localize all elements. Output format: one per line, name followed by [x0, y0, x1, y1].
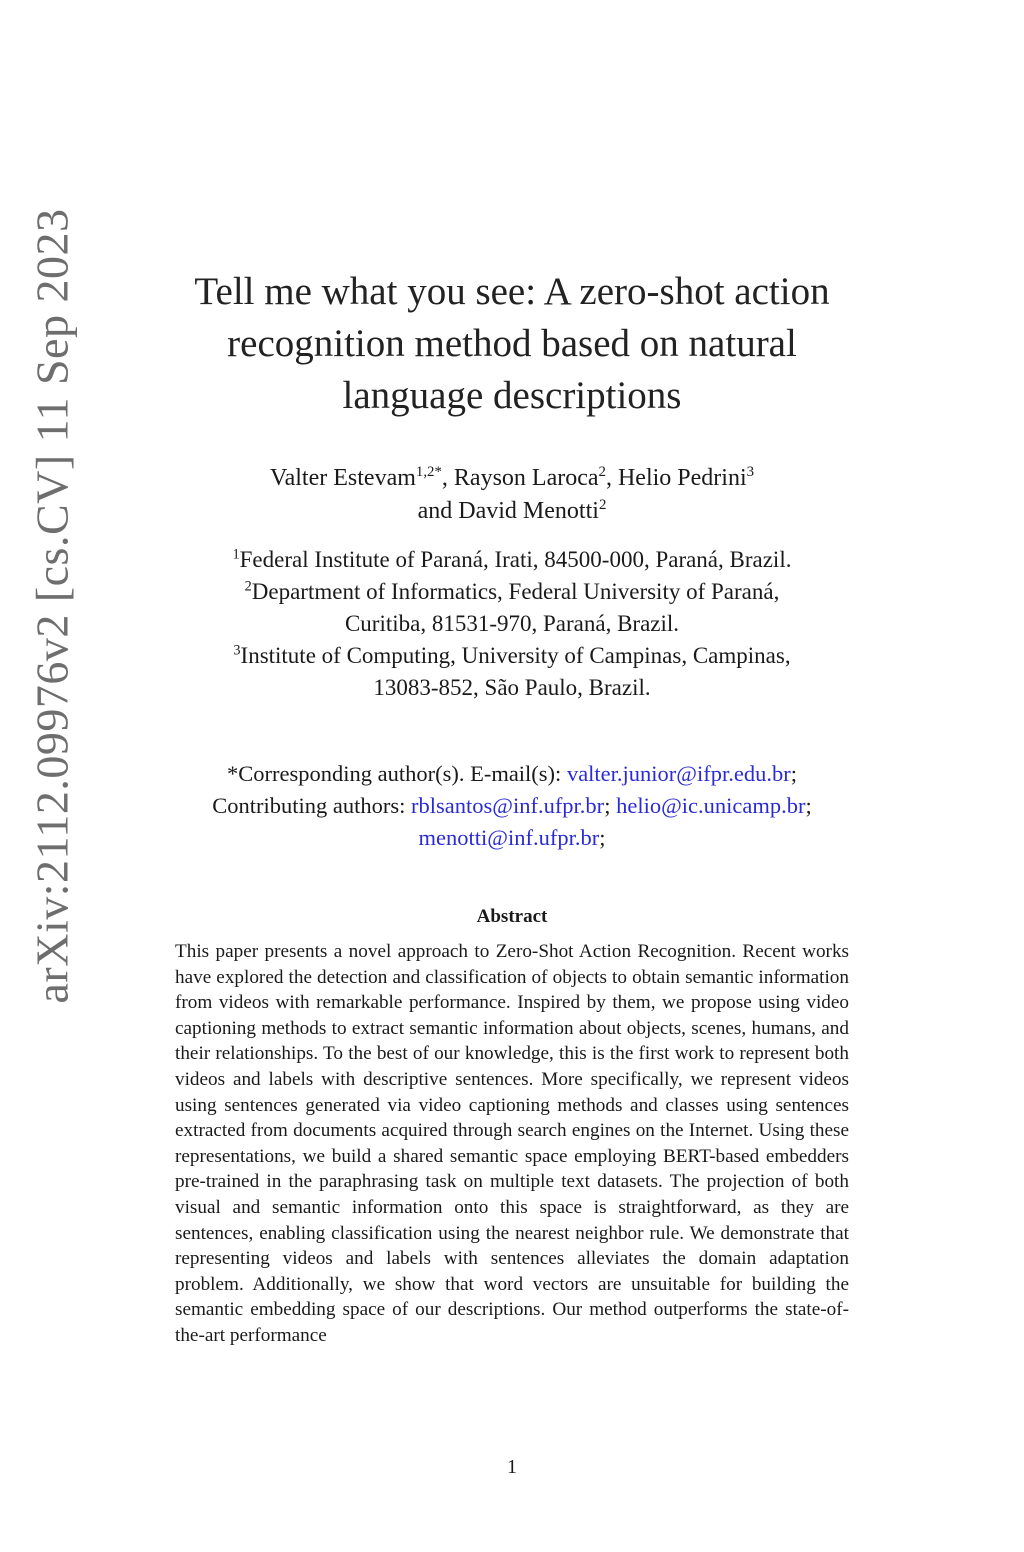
abstract-heading: Abstract	[476, 906, 548, 927]
contributing-label: Contributing authors:	[212, 793, 406, 818]
author-name: and David Menotti	[417, 498, 599, 524]
contributing-email-link[interactable]: helio@ic.unicamp.br	[616, 793, 806, 818]
author-name: Valter Estevam	[269, 465, 416, 491]
corresponding-label: *Corresponding author(s). E-mail(s):	[227, 761, 562, 786]
author-name: Helio Pedrini	[617, 465, 747, 491]
author-affiliation-marker: 2	[598, 464, 606, 480]
paper-title: Tell me what you see: A zero-shot action recognition method based on natural language descriptions	[194, 270, 830, 417]
author-affiliation-marker: 2	[598, 497, 607, 513]
correspondence-block: *Corresponding author(s). E-mail(s): valter.junior@ifpr.edu.br; Contributing authors: rblsantos@inf.ufpr.br; helio@ic.unicamp.br; menotti@inf.ufpr.br;	[212, 761, 812, 850]
affiliation-line: $^2$Department of Informatics, Federal University of Paraná,	[244, 578, 780, 604]
abstract-text: This paper presents a novel approach to Zero-Shot Action Recognition. Recent works have explored the detection and classification of objects to obtain semantic information from videos with remarkable performance. Inspired by them, we propose using video captioning methods to extract semantic information about objects, scenes, humans, and their relationships. To the best of our knowledge, this is the first work to represent both videos and labels with descriptive sentences. More specifically, we represent videos using sentences generated via video captioning methods and classes using sentences extracted from documents acquired through search engines on the Internet. Using these representations, we build a shared semantic space employing BERT-based embedders pre-trained in the paraphrasing task on multiple text datasets. The projection of both visual and semantic information onto this space is straightforward, as they are sentences, enabling classification using the nearest neighbor rule. We demonstrate that representing videos and labels with sentences alleviates the domain adaptation problem. Additionally, we show that word vectors are unsuitable for building the semantic embedding space of our descriptions. Our method outperforms the state-of-the-art performance	[175, 941, 849, 1346]
contributing-email-link[interactable]: rblsantos@inf.ufpr.br	[410, 793, 605, 818]
affiliation-line: $^1$Federal Institute of Paraná, Irati, 84500-000, Paraná, Brazil.	[232, 546, 792, 572]
author-affiliation-marker: 1,2*	[415, 464, 442, 480]
contributing-email-link[interactable]: menotti@inf.ufpr.br	[418, 825, 600, 850]
affiliation-line: Curitiba, 81531-970, Paraná, Brazil.	[344, 611, 680, 636]
author-list: Valter Estevam$^{1,2*}$, Rayson Laroca$^2$, Helio Pedrini$^3$ and David Menotti$^2$	[269, 464, 755, 524]
corresponding-email-link[interactable]: valter.junior@ifpr.edu.br	[566, 761, 791, 786]
arxiv-identifier-stamp: arXiv:2112.09976v2 [cs.CV] 11 Sep 2023	[26, 208, 78, 1004]
author-affiliation-marker: 3	[746, 464, 755, 480]
author-name: Rayson Laroca	[453, 465, 599, 491]
affiliation-line: 13083-852, São Paulo, Brazil.	[373, 675, 651, 700]
page-number: 1	[507, 1456, 517, 1478]
affiliation-line: $^3$Institute of Computing, University of Campinas, Campinas,	[233, 642, 791, 668]
affiliation-list	[140, 544, 884, 704]
